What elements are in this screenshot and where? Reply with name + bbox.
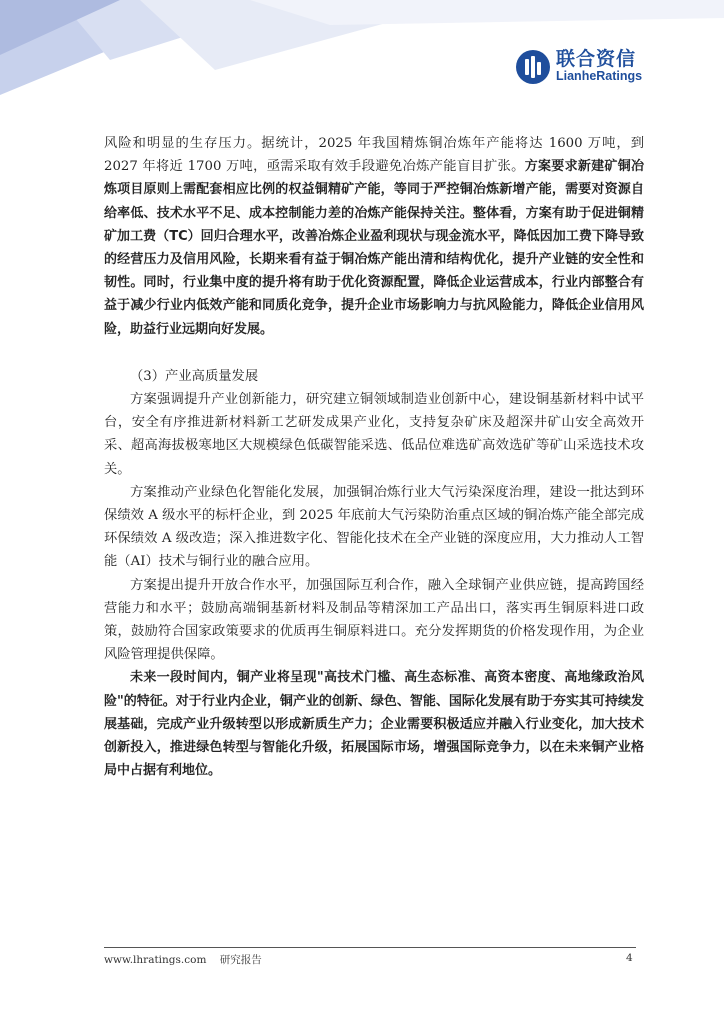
footer-divider <box>104 947 636 948</box>
paragraph-text: 风险和明显的生存压力。据统计，2025 年我国精炼铜冶炼年产能将达 1600 万吨，到 2027 年将近 1700 万吨，亟需采取有效手段避免冶炼产能盲目扩张。 <box>104 136 644 175</box>
paragraph-outlook: 未来一段时间内，铜产业将呈现"高技术门槛、高生态标准、高资本密度、高地缘政治风险"的特征。对于行业内企业，铜产业的创新、绿色、智能、国际化发展有助于夯实其可持续发展基础，完成产业升级转型以形成新质生产力；企业需要积极适应并融入行业变化，加大技术创新投入，推进绿色转型与智能化升级，拓展国际市场，增强国际竞争力，以在未来铜产业格局中占据有利地位。 <box>104 670 644 779</box>
paragraph-open-cooperation: 方案提出提升开放合作水平，加强国际互利合作，融入全球铜产业供应链，提高跨国经营能力和水平；鼓励高端铜基新材料及制品等精深加工产品出口，落实再生铜原料进口政策，鼓励符合国家政策要求的优质再生铜原料进口。充分发挥期货的价格发现作用，为企业风险管理提供保障。 <box>104 577 644 663</box>
company-logo <box>516 50 642 84</box>
page-number: 4 <box>626 952 633 964</box>
logo-chinese-name: 联合资信 <box>556 48 637 71</box>
paragraph-innovation: 方案强调提升产业创新能力，研究建立铜领域制造业创新中心，建设铜基新材料中试平台，安全有序推进新材料新工艺研发成果产业化，支持复杂矿床及超深井矿山安全高效开采、超高海拔极寒地区大规模绿色低碳智能采选、低品位难选矿高效选矿等矿山采选技术攻关。 <box>104 392 644 477</box>
paragraph-emphasis: 方案要求新建矿铜冶炼项目原则上需配套相应比例的权益铜精矿产能，等同于严控铜冶炼新增产能，需要对资源自给率低、技术水平不足、成本控制能力差的冶炼产能保持关注。整体看，方案有助于促进铜精矿加工费（TC）回归合理水平，改善冶炼企业盈利现状与现金流水平，降低因加工费下降导致的经营压力及信用风险，长期来看有益于铜冶炼产能出清和结构优化，提升产业链的安全性和韧性。同时，行业集中度的提升将有助于优化资源配置，降低企业运营成本，行业内部整合有益于减少行业内低效产能和同质化竞争，提升企业市场影响力与抗风险能力，降低企业信用风险，助益行业远期向好发展。 <box>104 159 644 337</box>
logo-mark-icon <box>516 50 550 84</box>
paragraph-green-intelligent: 方案推动产业绿色化智能化发展，加强铜冶炼行业大气污染深度治理，建设一批达到环保绩效 A 级水平的标杆企业，到 2025 年底前大气污染防治重点区域的铜冶炼产能全部完成环保绩效 A 级改造；深入推进数字化、智能化技术在全产业链的深度应用，大力推动人工智能（AI）技术与铜行业的融合应用。 <box>104 484 644 570</box>
paragraph-smelting-capacity <box>104 132 644 341</box>
report-body <box>104 132 644 782</box>
logo-english-name: LianheRatings <box>556 69 643 84</box>
footer-website: www.lhratings.com <box>104 954 207 966</box>
footer-info <box>104 952 262 967</box>
section-heading: （3）产业高质量发展 <box>130 368 259 384</box>
footer-doc-type: 研究报告 <box>219 954 262 966</box>
